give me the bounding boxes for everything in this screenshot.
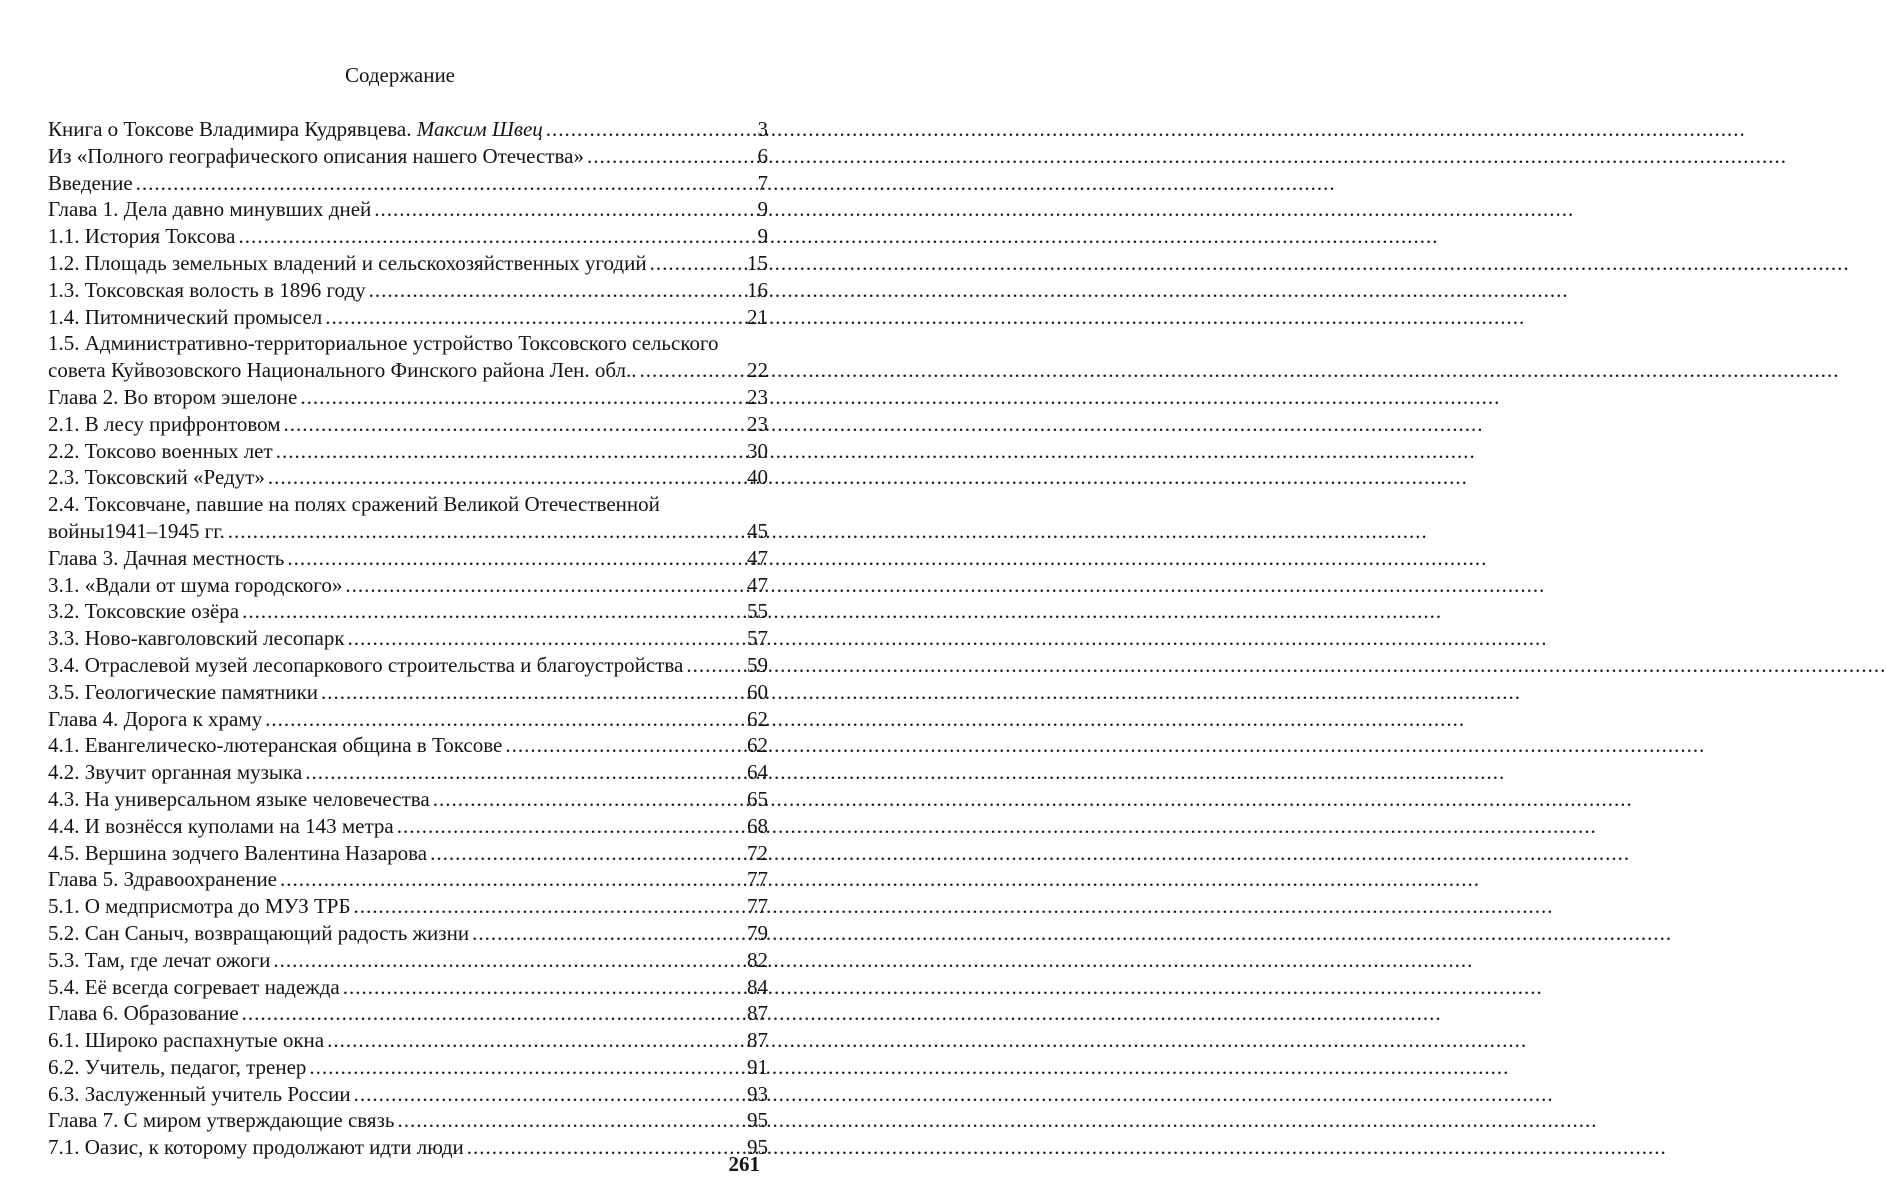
toc-entry-page: 23 [747, 411, 768, 436]
dot-leader [325, 304, 744, 331]
toc-entry [48, 840, 768, 867]
dot-leader [276, 438, 744, 465]
toc-entry-title: 3.3. Ново-кавголовский лесопарк [48, 626, 345, 651]
toc-entry-page: 87 [747, 1028, 768, 1053]
toc-entry-page: 9 [757, 197, 768, 222]
toc-entry-title: совета Куйвозовского Национального Финского района Лен. обл.. [48, 358, 637, 383]
toc-entry-title: 4.5. Вершина зодчего Валентина Назарова [48, 840, 428, 865]
toc-entry [48, 438, 768, 465]
toc-entry-page: 62 [747, 706, 768, 731]
toc-entry-title: 5.2. Сан Саныч, возвращающий радость жизни [48, 920, 470, 945]
toc-entry [48, 1134, 768, 1161]
toc-entry [48, 1027, 768, 1054]
toc-entry-page: 95 [747, 1135, 768, 1160]
dot-leader [343, 974, 744, 1001]
toc-entry-title-line: 1.5. Административно-территориальное устройство Токсовского сельского [48, 331, 719, 356]
toc-entry [48, 679, 768, 706]
toc-entry-page: 16 [747, 277, 768, 302]
toc-entry-page: 77 [747, 867, 768, 892]
toc-entry-title: 3.4. Отраслевой музей лесопаркового строительства и благоустройства [48, 652, 684, 677]
dot-leader [433, 786, 744, 813]
dot-leader [397, 813, 744, 840]
toc-entry-page: 57 [747, 626, 768, 651]
toc-entry-title: 7.1. Оазис, к которому продолжают идти люди [48, 1135, 464, 1160]
toc-entry [48, 1107, 768, 1134]
toc-entry-title: 6.3. Заслуженный учитель России [48, 1081, 351, 1106]
toc-entry-title: 4.3. На универсальном языке человечества [48, 786, 430, 811]
toc-entry [48, 652, 768, 679]
toc-entry [48, 250, 768, 277]
toc-entry-page: 79 [747, 920, 768, 945]
toc-entry-title: войны1941–1945 гг. [48, 518, 225, 543]
toc-entry-title: 2.3. Токсовский «Редут» [48, 465, 265, 490]
dot-leader [587, 143, 747, 170]
dot-leader [287, 545, 744, 572]
toc-entry-title: 6.1. Широко распахнутые окна [48, 1028, 325, 1053]
toc-entry [48, 384, 768, 411]
dot-leader [348, 625, 744, 652]
toc-entry-title: Глава 4. Дорога к храму [48, 706, 263, 731]
toc-entry [48, 732, 768, 759]
toc-entry-page: 60 [747, 679, 768, 704]
toc-entry [48, 196, 768, 223]
dot-leader [273, 947, 744, 974]
dot-leader [430, 840, 744, 867]
toc-entry-title: 6.2. Учитель, педагог, тренер [48, 1054, 307, 1079]
toc-entry-title: 5.4. Её всегда согревает надежда [48, 974, 340, 999]
toc-entry-page: 47 [747, 572, 768, 597]
toc-entry-title: Глава 2. Во втором эшелоне [48, 384, 298, 409]
toc-entry-page: 3 [757, 117, 768, 141]
toc-entry-title [48, 116, 543, 143]
toc-entry-page: 77 [747, 894, 768, 919]
toc-entry-page: 47 [747, 545, 768, 570]
toc-entry-title: 4.2. Звучит органная музыка [48, 760, 303, 785]
dot-leader [321, 679, 744, 706]
toc-entry-page: 6 [757, 143, 768, 168]
toc-entry [48, 572, 768, 599]
dot-leader [546, 116, 747, 143]
toc-entry-page: 15 [747, 250, 768, 275]
toc-entry-page: 82 [747, 947, 768, 972]
toc-entry-page: 68 [747, 813, 768, 838]
dot-leader [239, 223, 748, 250]
toc-entry-title: 1.2. Площадь земельных владений и сельскохозяйственных угодий [48, 250, 647, 275]
toc-entry-author: Максим Швец [416, 117, 543, 141]
toc-entry [48, 974, 768, 1001]
toc-entry-title: Глава 5. Здравоохранение [48, 867, 278, 892]
toc-entry-title: Введение [48, 170, 133, 195]
toc-entry-page: 22 [747, 358, 768, 383]
toc-entry-page: 84 [747, 974, 768, 999]
toc-entry [48, 277, 768, 304]
toc-entry [48, 491, 768, 545]
toc-entry-page: 23 [747, 384, 768, 409]
toc-entry [48, 947, 768, 974]
toc-entry-title: 4.4. И вознёсся куполами на 143 метра [48, 813, 394, 838]
dot-leader [369, 277, 744, 304]
dot-leader [242, 598, 744, 625]
toc-entry-page: 62 [747, 733, 768, 758]
dot-leader [242, 1000, 744, 1027]
toc-entry-title-line: 2.4. Токсовчане, павшие на полях сражений Великой Отечественной [48, 492, 660, 517]
toc-entry-title: Из «Полного географического описания нашего Отечества» [48, 143, 584, 168]
toc-entry [48, 893, 768, 920]
toc-entry-title: 4.1. Евангелическо-лютеранская община в Токсове [48, 733, 503, 758]
toc-entry-title: 1.3. Токсовская волость в 1896 году [48, 277, 366, 302]
dot-leader [268, 464, 744, 491]
dot-leader [686, 652, 744, 679]
toc-entry-page: 91 [747, 1054, 768, 1079]
toc-entry-page: 55 [747, 599, 768, 624]
toc-entry-title: 1.1. История Токсова [48, 224, 236, 249]
toc-entry-title: 1.4. Питомнический промысел [48, 304, 323, 329]
toc-entry [48, 625, 768, 652]
toc-entry-page: 72 [747, 840, 768, 865]
toc-entry-title: Глава 3. Дачная местность [48, 545, 285, 570]
toc-entry-page: 65 [747, 786, 768, 811]
toc-entry [48, 1081, 768, 1108]
dot-leader [327, 1027, 744, 1054]
toc-entry [48, 116, 768, 143]
toc-entry-page: 9 [757, 224, 768, 249]
toc-entry-page: 21 [747, 304, 768, 329]
toc-entry-page: 45 [747, 518, 768, 543]
toc-entry [48, 330, 768, 384]
dot-leader [265, 706, 744, 733]
toc-entry-page: 87 [747, 1001, 768, 1026]
toc-entry-title-text: Книга о Токсове Владимира Кудрявцева. [48, 117, 417, 141]
dot-leader [228, 518, 744, 545]
toc-entry [48, 411, 768, 438]
dot-leader [650, 250, 744, 277]
dot-leader [505, 732, 744, 759]
toc-entry [48, 304, 768, 331]
toc-entry [48, 545, 768, 572]
dot-leader [305, 759, 744, 786]
toc-entry-title: 2.1. В лесу прифронтовом [48, 411, 281, 436]
toc-entry [48, 813, 768, 840]
toc-entry [48, 170, 768, 197]
toc-entry [48, 706, 768, 733]
dot-leader [640, 357, 744, 384]
toc-entry-title: Глава 6. Образование [48, 1001, 239, 1026]
toc-entry [48, 223, 768, 250]
toc-entry-title: Глава 7. С миром утверждающие связь [48, 1108, 395, 1133]
toc-entry [48, 598, 768, 625]
dot-leader [467, 1134, 744, 1161]
dot-leader [374, 196, 747, 223]
toc-entry-title: Глава 1. Дела давно минувших дней [48, 197, 372, 222]
toc-entry [48, 143, 768, 170]
dot-leader [309, 1054, 744, 1081]
toc-entry [48, 1054, 768, 1081]
toc-entry [48, 1000, 768, 1027]
toc-entry [48, 866, 768, 893]
toc-entry-title: 5.3. Там, где лечат ожоги [48, 947, 271, 972]
toc-entry-title: 3.1. «Вдали от шума городского» [48, 572, 343, 597]
toc-entry-page: 93 [747, 1081, 768, 1106]
toc-entry-title: 5.1. О медприсмотра до МУЗ ТРБ [48, 894, 351, 919]
toc-entry-page: 95 [747, 1108, 768, 1133]
toc-entry [48, 759, 768, 786]
dot-leader [136, 170, 747, 197]
dot-leader [472, 920, 744, 947]
toc-entry [48, 920, 768, 947]
book-page [0, 0, 800, 1204]
toc-entry [48, 786, 768, 813]
page-title: Содержание [344, 63, 456, 87]
toc-entry-page: 40 [747, 465, 768, 490]
dot-leader [300, 384, 744, 411]
dot-leader [280, 866, 744, 893]
toc-entry-page: 59 [747, 652, 768, 677]
toc-entry-page: 30 [747, 438, 768, 463]
dot-leader [354, 893, 744, 920]
page-number: 261 [728, 1152, 760, 1176]
toc-entry-title: 2.2. Токсово военных лет [48, 438, 273, 463]
toc-entry-page: 64 [747, 760, 768, 785]
toc-entry [48, 464, 768, 491]
toc-entry-title: 3.2. Токсовские озёра [48, 599, 240, 624]
dot-leader [284, 411, 744, 438]
dot-leader [345, 572, 744, 599]
dot-leader [397, 1107, 744, 1134]
toc-entry-title: 3.5. Геологические памятники [48, 679, 319, 704]
toc-entry-page: 7 [757, 170, 768, 195]
table-of-contents [48, 116, 768, 1161]
dot-leader [354, 1081, 744, 1108]
